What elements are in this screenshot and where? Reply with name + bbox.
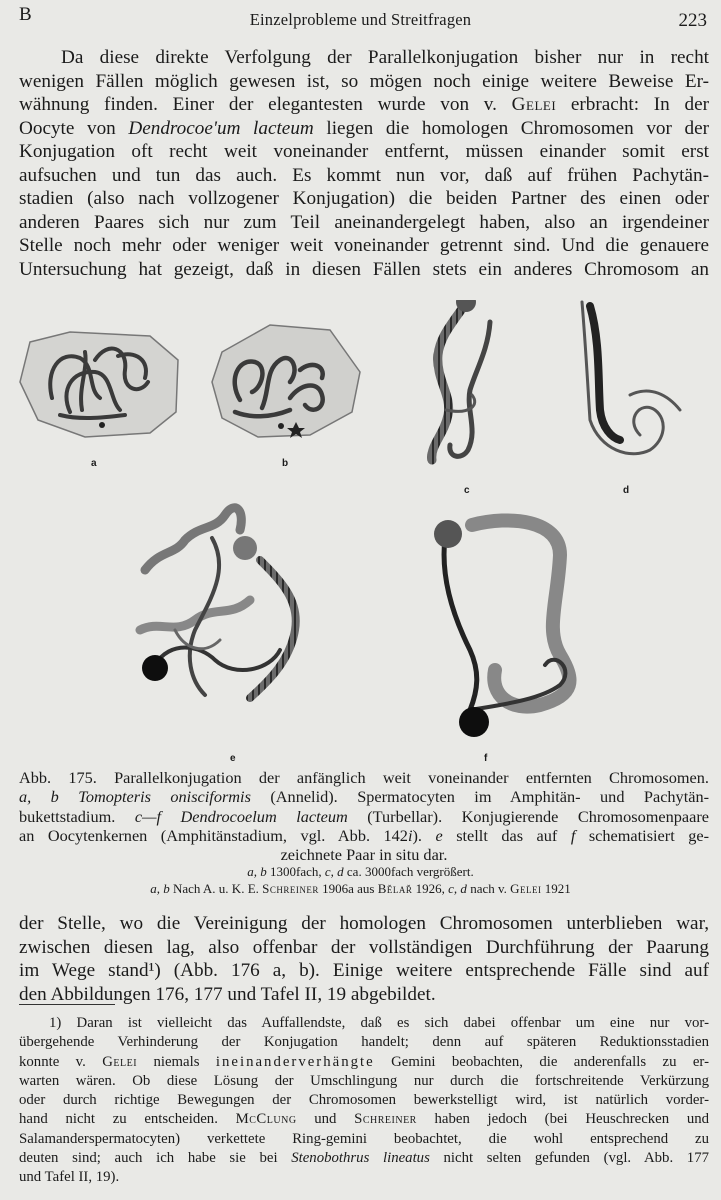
panel-f-chromosome-pair bbox=[434, 520, 570, 737]
footnote-line: deuten sind; auch ich habe sie bei Stenobothrus lineatus nicht selten gefunden (vgl. Abb. 177 bbox=[19, 1150, 709, 1167]
footnote-line: oder durch richtige Bewegungen der Chromosomen bewerkstelligt wird, ist natürlich vorder- bbox=[19, 1092, 709, 1109]
author-name: Gelei bbox=[511, 94, 557, 115]
figure-label-c: c bbox=[464, 485, 470, 496]
footnote-divider bbox=[19, 1004, 115, 1005]
figure-label-d: d bbox=[623, 485, 630, 496]
page-number: 223 bbox=[678, 10, 707, 31]
paragraph-intro bbox=[19, 46, 709, 281]
text-line: Oocyte von Dendrocoe'um lacteum liegen die homologen Chromosomen vor der bbox=[19, 117, 709, 139]
caption-line: bukettstadium. c—f Dendrocoelum lacteum (Turbellar). Konjugierende Chromosomenpaare bbox=[19, 806, 709, 826]
species-name: Dendrocoe'um lacteum bbox=[128, 117, 314, 139]
species-name: Stenobothrus lineatus bbox=[291, 1150, 430, 1167]
text-line: stadien (also nach vollzogener Konjugation) die beiden Partner des einen oder bbox=[19, 188, 709, 209]
footnote-line: Salamanderspermatocyten) verkettete Ring-gemini beobachtet, die wohl entsprechend zu bbox=[19, 1130, 709, 1147]
text-line: Konjugation oft recht weit voneinander entfernt, müssen einander somit erst bbox=[19, 141, 709, 162]
footnote bbox=[19, 1014, 709, 1188]
footnote-line: und Tafel II, 19). bbox=[19, 1169, 120, 1186]
text-line: Untersuchung hat gezeigt, daß in diesen Fällen stets ein anderes Chromosom an bbox=[19, 258, 709, 280]
panel-d-chromosome-pair bbox=[582, 302, 680, 454]
running-header-title: Einzelprobleme und Streitfragen bbox=[249, 10, 472, 29]
footnote-line: konnte v. Gelei niemals ineinanderverhängte Gemini beobachten, die anderenfalls zu er- bbox=[19, 1053, 709, 1070]
figure-label-a: a bbox=[91, 458, 97, 469]
text-line: zwischen diesen lag, also offenbar der vollständigen Durchführung der Paarung bbox=[19, 936, 709, 958]
paragraph-continued bbox=[19, 912, 709, 1006]
panel-c-chromosome-pair bbox=[432, 300, 490, 460]
panel-a-nucleus bbox=[20, 332, 178, 437]
header-section-letter: B bbox=[19, 4, 32, 25]
text-line: wenigen Fällen möglich gewesen ist, so mögen noch einige weitere Beweise Er- bbox=[19, 70, 709, 92]
panel-b-nucleus bbox=[212, 325, 360, 438]
caption-line: zeichnete Paar in situ dar. bbox=[280, 845, 448, 865]
caption-line: an Oocytenkernen (Amphitänstadium, vgl. Abb. 142i). e stellt das auf f schematisiert ge- bbox=[19, 825, 710, 845]
magnification-note: a, b 1300fach, c, d ca. 3000fach vergrößert. bbox=[247, 864, 474, 879]
figure-175-illustration bbox=[0, 300, 721, 770]
footnote-line: warten wären. Ob diese Lösung der Umschlingung nur durch die fortschreitende Verkürzung bbox=[19, 1072, 709, 1089]
text-line: wähnung finden. Einer der elegantesten wurde von v. Gelei erbracht: In der bbox=[19, 94, 709, 115]
text-line: den Abbildungen 176, 177 und Tafel II, 19 abgebildet. bbox=[19, 983, 436, 1005]
figure-label-b: b bbox=[282, 458, 289, 469]
chromosome-drawings bbox=[0, 300, 721, 770]
caption-line: a, b Tomopteris onisciformis (Annelid). Spermatocyten im Amphitän- und Pachytän- bbox=[19, 787, 710, 807]
text-line: der Stelle, wo die Vereinigung der homologen Chromosomen unterblieben war, bbox=[19, 913, 709, 934]
figure-label-f: f bbox=[484, 753, 488, 764]
text-line: Da diese direkte Verfolgung der Parallelkonjugation bisher nur in recht bbox=[61, 47, 709, 68]
figure-caption bbox=[19, 768, 709, 864]
text-line: Stelle noch mehr oder weniger weit voneinander getrennt sind. Und die genauere bbox=[19, 235, 709, 256]
species-name: Tomopteris onisciformis bbox=[78, 787, 251, 807]
text-line: im Wege stand¹) (Abb. 176 a, b). Einige weitere entsprechende Fälle sind auf bbox=[19, 960, 709, 981]
footnote-line: 1) Daran ist vielleicht das Auffallendste, daß es sich dabei offenbar um eine nur vor- bbox=[49, 1015, 709, 1031]
text-line: aufsuchen und tun das auch. Es kommt nun vor, daß auf frühen Pachytän- bbox=[19, 164, 709, 186]
footnote-line: hand nicht zu entscheiden. McClung und Schreiner haben jedoch (bei Heuschrecken und bbox=[19, 1111, 710, 1128]
figure-label-e: e bbox=[230, 753, 236, 764]
panel-e-chromosome-pair bbox=[140, 508, 296, 698]
text-line: anderen Paares sich nur zum Teil aneinandergelegt haben, also an irgendeiner bbox=[19, 211, 709, 233]
species-name: Dendrocoelum lacteum bbox=[180, 806, 348, 826]
caption-line: Abb. 175. Parallelkonjugation der anfänglich weit voneinander entfernten Chromosomen. bbox=[19, 768, 709, 787]
source-credit: a, b Nach A. u. K. E. Schreiner 1906a aus Bělař 1926, c, d nach v. Gelei 1921 bbox=[150, 881, 571, 896]
footnote-line: übergehende Verhinderung der Konjugation handelt; denn auf späteren Reduktionsstadien bbox=[19, 1034, 709, 1051]
